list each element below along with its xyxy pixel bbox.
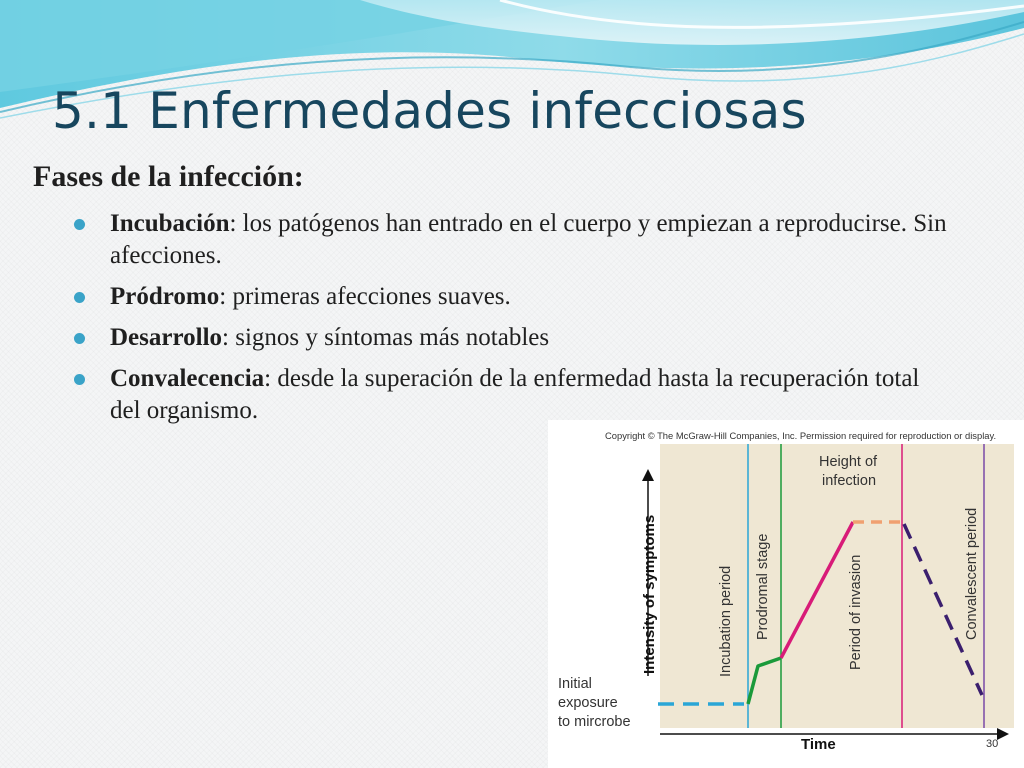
exposure-label-line3: to mircrobe (558, 714, 631, 730)
bullet-term: Incubación (110, 210, 230, 237)
stage-label-convalescent: Convalescent period (964, 507, 980, 640)
stage-label-invasion: Period of invasion (848, 554, 864, 670)
bullet-term: Convalecencia (110, 365, 265, 392)
bullet-dot-icon (74, 374, 85, 385)
bullet-text: : primeras afecciones suaves. (219, 283, 511, 310)
bullet-text: : signos y síntomas más notables (222, 324, 550, 351)
slide-subtitle: Fases de la infección: (33, 160, 304, 193)
bullet-text: : los patógenos han entrado en el cuerpo y empiezan a reproducirse. Sin afecciones. (110, 210, 947, 269)
stage-label-prodromal: Prodromal stage (755, 533, 771, 640)
bullet-list (72, 208, 952, 436)
exposure-label-line1: Initial (558, 676, 592, 692)
exposure-label-line2: exposure (558, 695, 618, 711)
peak-label-line1: Height of (819, 454, 878, 470)
bullet-term: Pródromo (110, 283, 220, 310)
page-number: 30 (986, 738, 999, 750)
bullet-item (72, 363, 952, 427)
bullet-text: : desde la superación de la enfermedad hasta la recuperación total del organismo. (110, 365, 920, 424)
infection-stages-diagram (548, 420, 1024, 768)
slide-title: 5.1 Enfermedades infecciosas (52, 82, 807, 140)
x-axis-label: Time (801, 736, 836, 753)
bullet-dot-icon (74, 292, 85, 303)
bullet-term: Desarrollo (110, 324, 223, 351)
bullet-item (72, 322, 952, 354)
y-axis-label: Intensity of symptoms (641, 514, 658, 674)
bullet-dot-icon (74, 219, 85, 230)
infection-stages-figure (548, 420, 1024, 768)
bullet-dot-icon (74, 333, 85, 344)
bullet-item (72, 281, 952, 313)
copyright-notice: Copyright © The McGraw-Hill Companies, Inc. Permission required for reproduction or display. (605, 430, 997, 441)
bullet-item (72, 208, 952, 272)
peak-label-line2: infection (822, 473, 877, 489)
stage-label-incubation: Incubation period (718, 565, 734, 677)
